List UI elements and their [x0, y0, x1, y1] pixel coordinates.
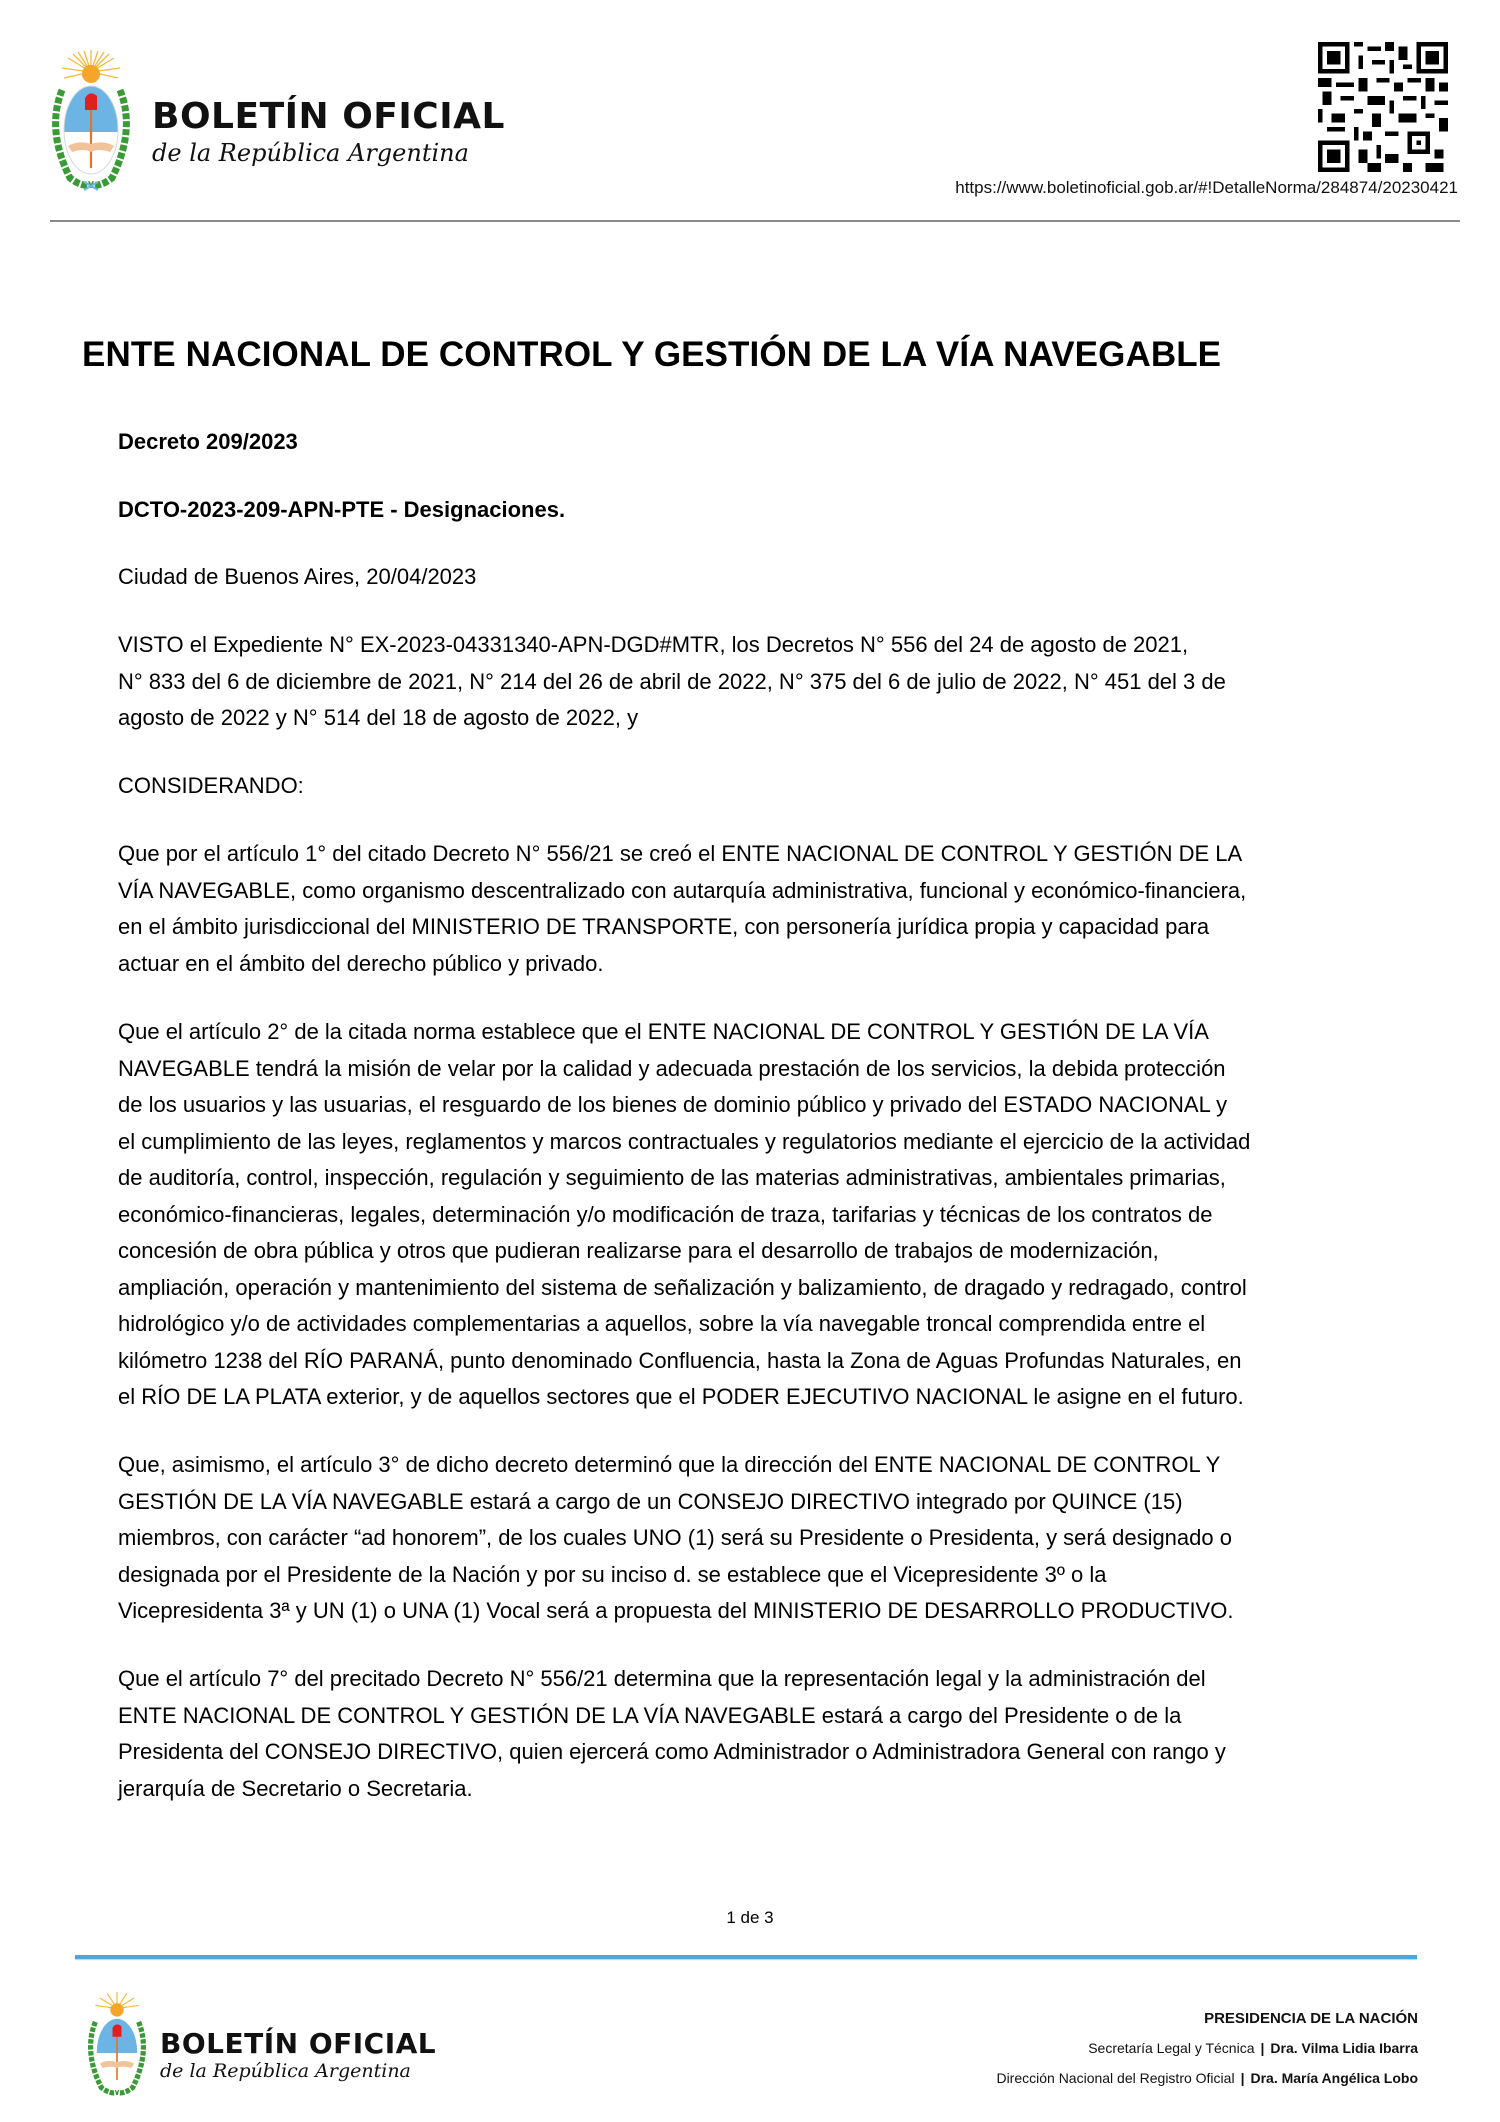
footer-brand-subtitle: de la República Argentina	[160, 2060, 411, 2082]
secretaria-name: Dra. Vilma Lidia Ibarra	[1270, 2040, 1418, 2056]
secretaria-label: Secretaría Legal y Técnica	[1088, 2040, 1255, 2056]
footer-secretaria	[1088, 2040, 1418, 2056]
footer-presidency: PRESIDENCIA DE LA NACIÓN	[1204, 2010, 1418, 2027]
footer-divider	[75, 1955, 1417, 1959]
text-line: de los usuarios y las usuarias, el resguardo de los bienes de dominio público y privado del ESTADO NACIONAL y	[118, 1092, 1228, 1117]
text-line: Que por el artículo 1° del citado Decreto N° 556/21 se creó el ENTE NACIONAL DE CONTROL Y GESTIÓN DE LA	[118, 841, 1243, 866]
text-line: agosto de 2022 y N° 514 del 18 de agosto de 2022, y	[118, 705, 639, 730]
direccion-name: Dra. María Angélica Lobo	[1250, 2070, 1418, 2086]
text-line: ENTE NACIONAL DE CONTROL Y GESTIÓN DE LA VÍA NAVEGABLE estará a cargo del Presidente o de la	[118, 1702, 1182, 1728]
text-line: Que el artículo 2° de la citada norma establece que el ENTE NACIONAL DE CONTROL Y GESTIÓN DE LA VÍA	[118, 1019, 1209, 1044]
text-line: de auditoría, control, inspección, regulación y seguimiento de las materias administrativas, ambientales primarias,	[118, 1165, 1226, 1190]
text-line: el RÍO DE LA PLATA exterior, y de aquellos sectores que el PODER EJECUTIVO NACIONAL le asigne en el futuro.	[118, 1384, 1244, 1409]
visto-paragraph	[118, 627, 1418, 737]
considerando-paragraph-2	[118, 1014, 1418, 1416]
text-line: Presidenta del CONSEJO DIRECTIVO, quien ejercerá como Administrador o Administradora General con rango y	[118, 1739, 1226, 1764]
text-line: Vicepresidenta 3ª y UN (1) o UNA (1) Vocal será a propuesta del MINISTERIO DE DESARROLLO PRODUCTIVO.	[118, 1598, 1234, 1623]
text-line: jerarquía de Secretario o Secretaria.	[118, 1775, 473, 1801]
page-indicator: 1 de 3	[726, 1908, 774, 1927]
text-line: VISTO el Expediente N° EX-2023-04331340-APN-DGD#MTR, los Decretos N° 556 del 24 de agosto de 2021,	[118, 632, 1189, 657]
decree-number: Decreto 209/2023	[118, 429, 298, 454]
document-url[interactable]: https://www.boletinoficial.gob.ar/#!DetalleNorma/284874/20230421	[955, 178, 1458, 197]
text-line: en el ámbito jurisdiccional del MINISTERIO DE TRANSPORTE, con personería jurídica propia y capacidad para	[118, 914, 1210, 939]
text-line: miembros, con carácter “ad honorem”, de los cuales UNO (1) será su Presidente o Presidenta, y será designado o	[118, 1525, 1232, 1550]
considerando-heading: CONSIDERANDO:	[118, 773, 304, 798]
direccion-label: Dirección Nacional del Registro Oficial	[996, 2070, 1235, 2086]
considerando-paragraph-4	[118, 1661, 1418, 1807]
text-line: el cumplimiento de las leyes, reglamentos y marcos contractuales y regulatorios mediante el ejercicio de la actividad	[118, 1128, 1251, 1154]
text-line: concesión de obra pública y otros que pudieran realizarse para el desarrollo de trabajos de modernización,	[118, 1238, 1159, 1263]
text-line: GESTIÓN DE LA VÍA NAVEGABLE estará a cargo de un CONSEJO DIRECTIVO integrado por QUINCE (15)	[118, 1488, 1183, 1514]
separator: |	[1260, 2040, 1265, 2056]
text-line: VÍA NAVEGABLE, como organismo descentralizado con autarquía administrativa, funcional y económico-financiera,	[118, 877, 1247, 903]
text-line: hidrológico y/o de actividades complementarias a aquellos, sobre la vía navegable troncal comprendida entre el	[118, 1311, 1206, 1336]
text-line: N° 833 del 6 de diciembre de 2021, N° 214 del 26 de abril de 2022, N° 375 del 6 de julio de 2022, N° 451 del 3 de	[118, 668, 1226, 694]
text-line: Que, asimismo, el artículo 3° de dicho decreto determinó que la dirección del ENTE NACIONAL DE CONTROL Y	[118, 1452, 1221, 1477]
qr-code-icon[interactable]	[1318, 42, 1448, 172]
header-divider	[50, 220, 1460, 222]
coat-of-arms-icon	[48, 50, 134, 192]
brand-subtitle: de la República Argentina	[152, 139, 469, 167]
decree-code: DCTO-2023-209-APN-PTE - Designaciones.	[118, 497, 566, 522]
document-title: ENTE NACIONAL DE CONTROL Y GESTIÓN DE LA VÍA NAVEGABLE	[82, 335, 1222, 374]
text-line: designada por el Presidente de la Nación y por su inciso d. se establece que el Vicepresidente 3º o la	[118, 1561, 1107, 1587]
brand-title: BOLETÍN OFICIAL	[152, 96, 505, 137]
text-line: kilómetro 1238 del RÍO PARANÁ, punto denominado Confluencia, hasta la Zona de Aguas Profundas Naturales, en	[118, 1347, 1242, 1373]
separator: |	[1240, 2070, 1245, 2086]
footer-direccion	[996, 2070, 1418, 2086]
text-line: actuar en el ámbito del derecho público y privado.	[118, 950, 604, 976]
considerando-paragraph-3	[118, 1447, 1418, 1630]
footer-coat-of-arms-icon	[84, 1992, 150, 2098]
text-line: NAVEGABLE tendrá la misión de velar por la calidad y adecuada prestación de los servicios, la debida protección	[118, 1055, 1226, 1081]
place-date: Ciudad de Buenos Aires, 20/04/2023	[118, 564, 477, 589]
footer-brand-title: BOLETÍN OFICIAL	[160, 2027, 437, 2060]
text-line: Que el artículo 7° del precitado Decreto N° 556/21 determina que la representación legal y la administración del	[118, 1666, 1206, 1691]
text-line: ampliación, operación y mantenimiento del sistema de señalización y balizamiento, de dragado y redragado, control	[118, 1274, 1247, 1300]
considerando-paragraph-1	[118, 836, 1418, 982]
text-line: económico-financieras, legales, determinación y/o modificación de traza, tarifarias y técnicas de los contratos de	[118, 1201, 1213, 1227]
